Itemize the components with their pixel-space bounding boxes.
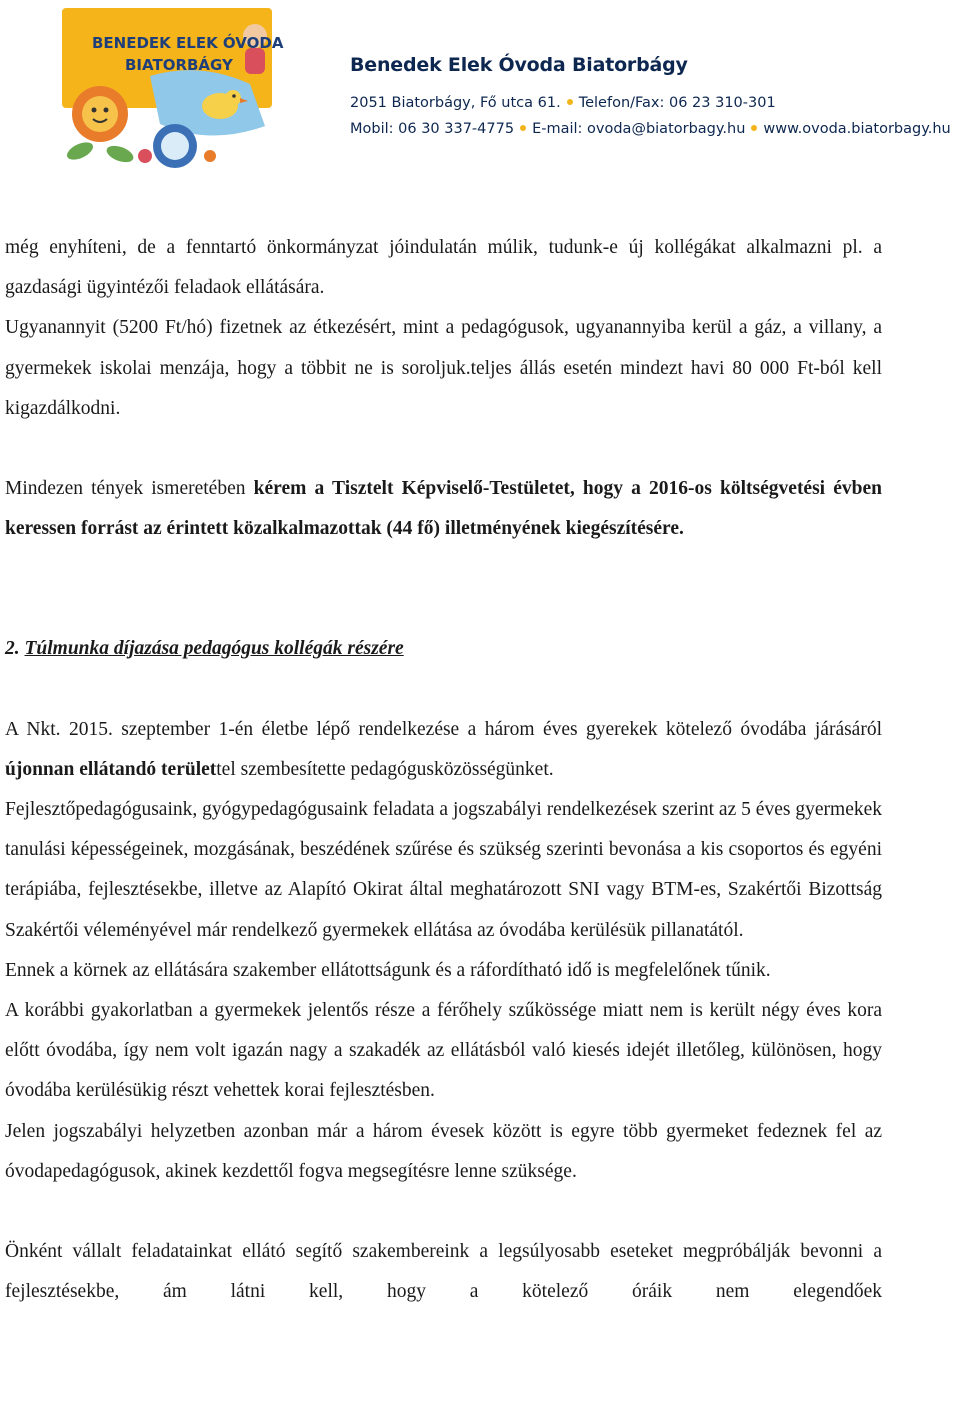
contact-line-2 <box>350 116 951 142</box>
spacer <box>5 670 882 710</box>
contact-block <box>350 54 951 142</box>
email: E-mail: ovoda@biatorbagy.hu <box>532 121 746 137</box>
paragraph-7: A korábbi gyakorlatban a gyermekek jelentős része a férőhely szűkössége miatt nem is került négy éves kora előtt óvodába, így nem volt igazán nagy a szakadék az ellátásból való kiesés idejét illetőleg, különösen, hogy óvodába kerülésükig részt vehettek korai fejlesztésben. <box>5 1000 882 1102</box>
document-body <box>5 228 882 1312</box>
paragraph-request <box>5 469 882 549</box>
mobile: Mobil: 06 30 337-4775 <box>350 121 515 137</box>
section-number: 2. <box>5 638 25 660</box>
paragraph-4-bold: újonnan ellátandó terület <box>5 758 217 780</box>
paragraph-4-text: A Nkt. 2015. szeptember 1-én életbe lépő rendelkezése a három éves gyerekek kötelező óvodába járásáról <box>5 718 882 740</box>
letterhead <box>0 0 960 180</box>
org-name: Benedek Elek Óvoda Biatorbágy <box>350 54 688 76</box>
contact-line-1 <box>350 90 951 116</box>
paragraph-9: Önként vállalt feladatainkat ellátó segítő szakembereink a legsúlyosabb eseteket megpróbálják bevonni a fejlesztésekbe, ám látni kell, hogy a kötelező óráik nem elegendőek <box>5 1241 882 1303</box>
paragraph-8: Jelen jogszabályi helyzetben azonban már a három évesek között is egyre több gyermeket fedeznek fel az óvodapedagógusok, akinek kezdettől fogva megsegítésre lenne szüksége. <box>5 1120 882 1182</box>
bullet-dot-icon <box>751 125 757 131</box>
request-intro: Mindezen tények ismeretében <box>5 478 254 500</box>
section-title: Túlmunka díjazása pedagógus kollégák részére <box>24 638 404 660</box>
paragraph-4 <box>5 710 882 790</box>
paragraph-6: Ennek a körnek az ellátására szakember ellátottságunk és a ráfordítható idő is megfelelőnek tűnik. <box>5 959 771 981</box>
kindergarten-logo <box>50 6 285 174</box>
bullet-dot-icon <box>567 99 573 105</box>
request-bold: kérem a Tisztelt Képviselő-Testületet, hogy a 2016-os költségvetési évben keressen forrást az érintett közalkalmazottak (44 fő) illetményének kiegészítésére. <box>5 478 883 540</box>
spacer <box>5 1192 882 1232</box>
paragraph-1: még enyhíteni, de a fenntartó önkormányzat jóindulatán múlik, tudunk-e új kollégákat alkalmazni pl. a gazdasági ügyintézői feladaok ellátására. <box>5 237 882 299</box>
logo-text-line2: BIATORBÁGY <box>125 56 233 74</box>
section-heading <box>5 629 882 669</box>
spacer <box>5 549 882 629</box>
website: www.ovoda.biatorbagy.hu <box>763 121 951 137</box>
paragraph-2: Ugyanannyit (5200 Ft/hó) fizetnek az étkezésért, mint a pedagógusok, ugyanannyiba kerül a gáz, a villany, a gyermekek iskolai menzája, hogy a többit ne is soroljuk.teljes állás esetén mindezt havi 80 000 Ft-ból kell kigazdálkodni. <box>5 317 882 419</box>
paragraph-4-text-end: tel szembesítette pedagógusközösségünket. <box>216 758 554 780</box>
bullet-dot-icon <box>520 125 526 131</box>
address: 2051 Biatorbágy, Fő utca 61. <box>350 95 561 111</box>
paragraph-5: Fejlesztőpedagógusaink, gyógypedagógusaink feladata a jogszabályi rendelkezések szerint az 5 éves gyermekek tanulási képességeinek, mozgásának, beszédének szűrése és szükség szerinti bevonása a kis csoportos és egyéni terápiába, fejlesztésekbe, illetve az Alapító Okirat által meghatározott SNI vagy BTM-es, Szakértői Bizottság Szakértői véleményével már rendelkező gyermekek ellátása az óvodába kerülésük pillanatától. <box>5 799 882 941</box>
spacer <box>5 429 882 469</box>
phone: Telefon/Fax: 06 23 310-301 <box>578 95 776 111</box>
logo-text-line1: BENEDEK ELEK ÓVODA <box>92 34 284 52</box>
